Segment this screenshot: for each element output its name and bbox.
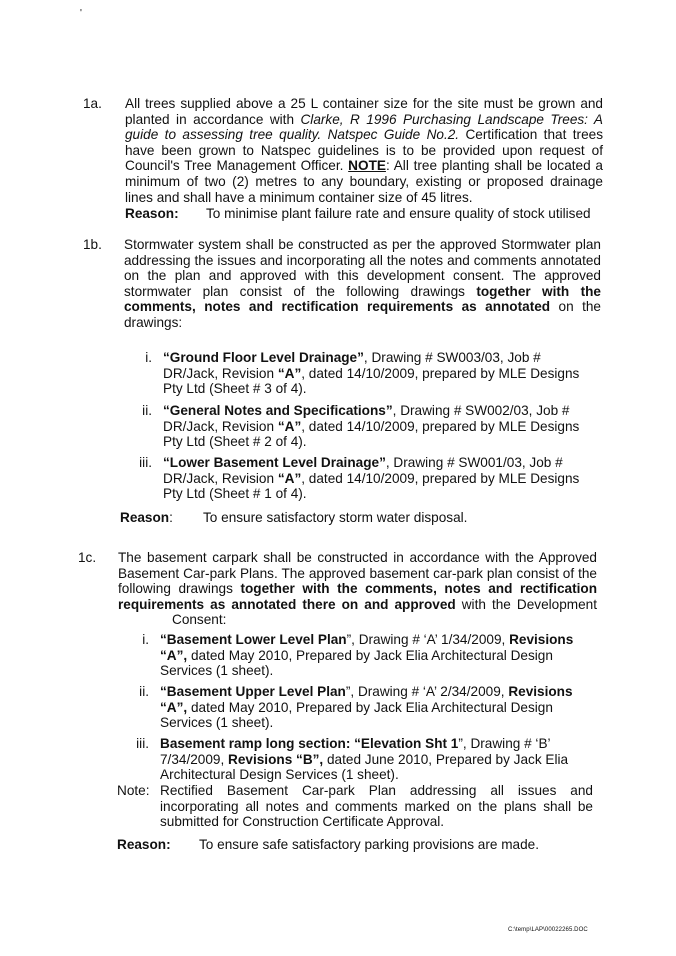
condition-1a-text-3: Certification that trees have been grown to Natspec guidelines is to be provided upon request of Council's Tree Management Officer. [125, 127, 603, 174]
revision: “A” [277, 418, 302, 434]
condition-1c-bold: together with the comments, notes and rectification requirements as annotated there on and approved [118, 581, 598, 612]
condition-1c-text [118, 550, 597, 628]
drawing-details: ”, Drawing # ‘A’ 2/34/2009, [345, 684, 509, 699]
condition-1a-text-1: All trees supplied above a 25 L container size for the site must be grown and planted in accordance with [125, 96, 603, 127]
condition-1a-text [125, 96, 603, 205]
condition-1c-item-number: iii. [136, 736, 149, 751]
drawing-details: , Drawing # SW003/03, Job # DR/Jack, Revision [163, 350, 541, 381]
drawing-details: dated May 2010, Prepared by Jack Elia Architectural Design Services (1 sheet). [160, 647, 553, 679]
drawing-details: ”, Drawing # ‘B’ 7/34/2009, [160, 736, 551, 767]
condition-1b-reason-label [120, 510, 173, 526]
drawing-details: ”, Drawing # ‘A’ 1/34/2009, [346, 632, 510, 647]
condition-1c-item-number: i. [142, 632, 149, 647]
condition-1a-citation: Clarke, R 1996 Purchasing Landscape Trees: A guide to assessing tree quality. Natspec Guide No.2. [125, 111, 603, 143]
drawing-title: “Ground Floor Level Drainage” [163, 350, 364, 365]
condition-1b-number: 1b. [83, 237, 102, 252]
drawing-details: , dated 14/10/2009, prepared by MLE Designs Pty Ltd (Sheet # 3 of 4). [163, 365, 580, 397]
condition-1c-text-3: with the Development [455, 596, 597, 612]
condition-1c-item-text [160, 736, 596, 783]
condition-1b-item-text [163, 350, 598, 397]
condition-1c-item-text [160, 684, 596, 731]
condition-1c-note-text: Rectified Basement Car-park Plan addressing all issues and incorporating all notes and comments marked on the plans shall be submitted for Construction Certificate Approval. [160, 783, 593, 830]
revision: Revisions “B”, [228, 751, 324, 767]
drawing-title: Basement ramp long section: “Elevation Sht 1 [160, 736, 459, 751]
condition-1b-item-number: ii. [142, 403, 152, 418]
condition-1c-reason-text: To ensure safe satisfactory parking provisions are made. [199, 837, 540, 852]
drawing-details: , dated 14/10/2009, prepared by MLE Designs Pty Ltd (Sheet # 2 of 4). [163, 418, 580, 450]
reason-colon: : [169, 510, 173, 525]
condition-1c-text-1: The basement carpark shall be constructed in accordance with the Approved Basement Car-park Plans. The approved basement car-park plan consist of the following drawings [118, 550, 597, 597]
drawing-title: “Lower Basement Level Drainage” [163, 455, 386, 470]
condition-1c-number: 1c. [78, 550, 97, 565]
condition-1b-item-text [163, 455, 598, 502]
drawing-details: dated June 2010, Prepared by Jack Elia Architectural Design Services (1 sheet). [160, 751, 569, 783]
condition-1b-text-1: Stormwater system shall be constructed as per the approved Stormwater plan addressing the issues and incorporating all the notes and comments annotated on the plan and approved with this development consent. The approved stormwater plan consist of the following drawings [124, 237, 601, 299]
revision: “A” [277, 365, 302, 381]
drawing-details: , Drawing # SW001/03, Job # DR/Jack, Revision [163, 455, 563, 486]
condition-1b-reason-text: To ensure satisfactory storm water disposal. [203, 510, 468, 525]
condition-1b-item-number: iii. [139, 455, 152, 470]
condition-1a-text-5: : All tree planting shall be located a minimum of two (2) metres to any boundary, existing or proposed drainage lines and shall have a minimum container size of 45 litres. [125, 158, 603, 205]
document-path-footer: C:\temp\LAP\00022265.DOC [508, 927, 588, 933]
drawing-title: “Basement Lower Level Plan [160, 632, 347, 647]
condition-1b-item-text [163, 403, 598, 450]
condition-1b-bold: together with the comments, notes and rectification requirements as annotated [124, 283, 601, 315]
revision: Revisions “A”, [160, 684, 573, 715]
revision: “A” [277, 470, 302, 486]
drawing-details: , dated 14/10/2009, prepared by MLE Designs Pty Ltd (Sheet # 1 of 4). [163, 470, 580, 502]
drawing-title: “General Notes and Specifications” [163, 403, 393, 418]
condition-1c-consent: Consent: [172, 612, 227, 628]
drawing-details: , Drawing # SW002/03, Job # DR/Jack, Revision [163, 403, 570, 434]
condition-1a-number: 1a. [83, 96, 102, 111]
condition-1b-text-3: on the drawings: [124, 299, 601, 330]
drawing-title: “Basement Upper Level Plan [160, 684, 346, 699]
condition-1b-item-number: i. [145, 350, 152, 365]
condition-1a-note-label: NOTE [348, 158, 386, 174]
revision: Revisions “A”, [160, 632, 574, 663]
top-mark: ' [80, 8, 82, 19]
reason-word: Reason [120, 510, 170, 525]
condition-1c-item-number: ii. [139, 684, 149, 699]
condition-1c-note-label: Note: [117, 783, 150, 798]
condition-1a-reason-text: To minimise plant failure rate and ensure quality of stock utilised [206, 206, 591, 221]
condition-1c-reason-label: Reason: [117, 837, 171, 852]
condition-1c-item-text [160, 632, 596, 679]
condition-1a-reason-label: Reason: [125, 206, 179, 221]
drawing-details: dated May 2010, Prepared by Jack Elia Architectural Design Services (1 sheet). [160, 699, 553, 731]
condition-1b-text [124, 237, 601, 331]
